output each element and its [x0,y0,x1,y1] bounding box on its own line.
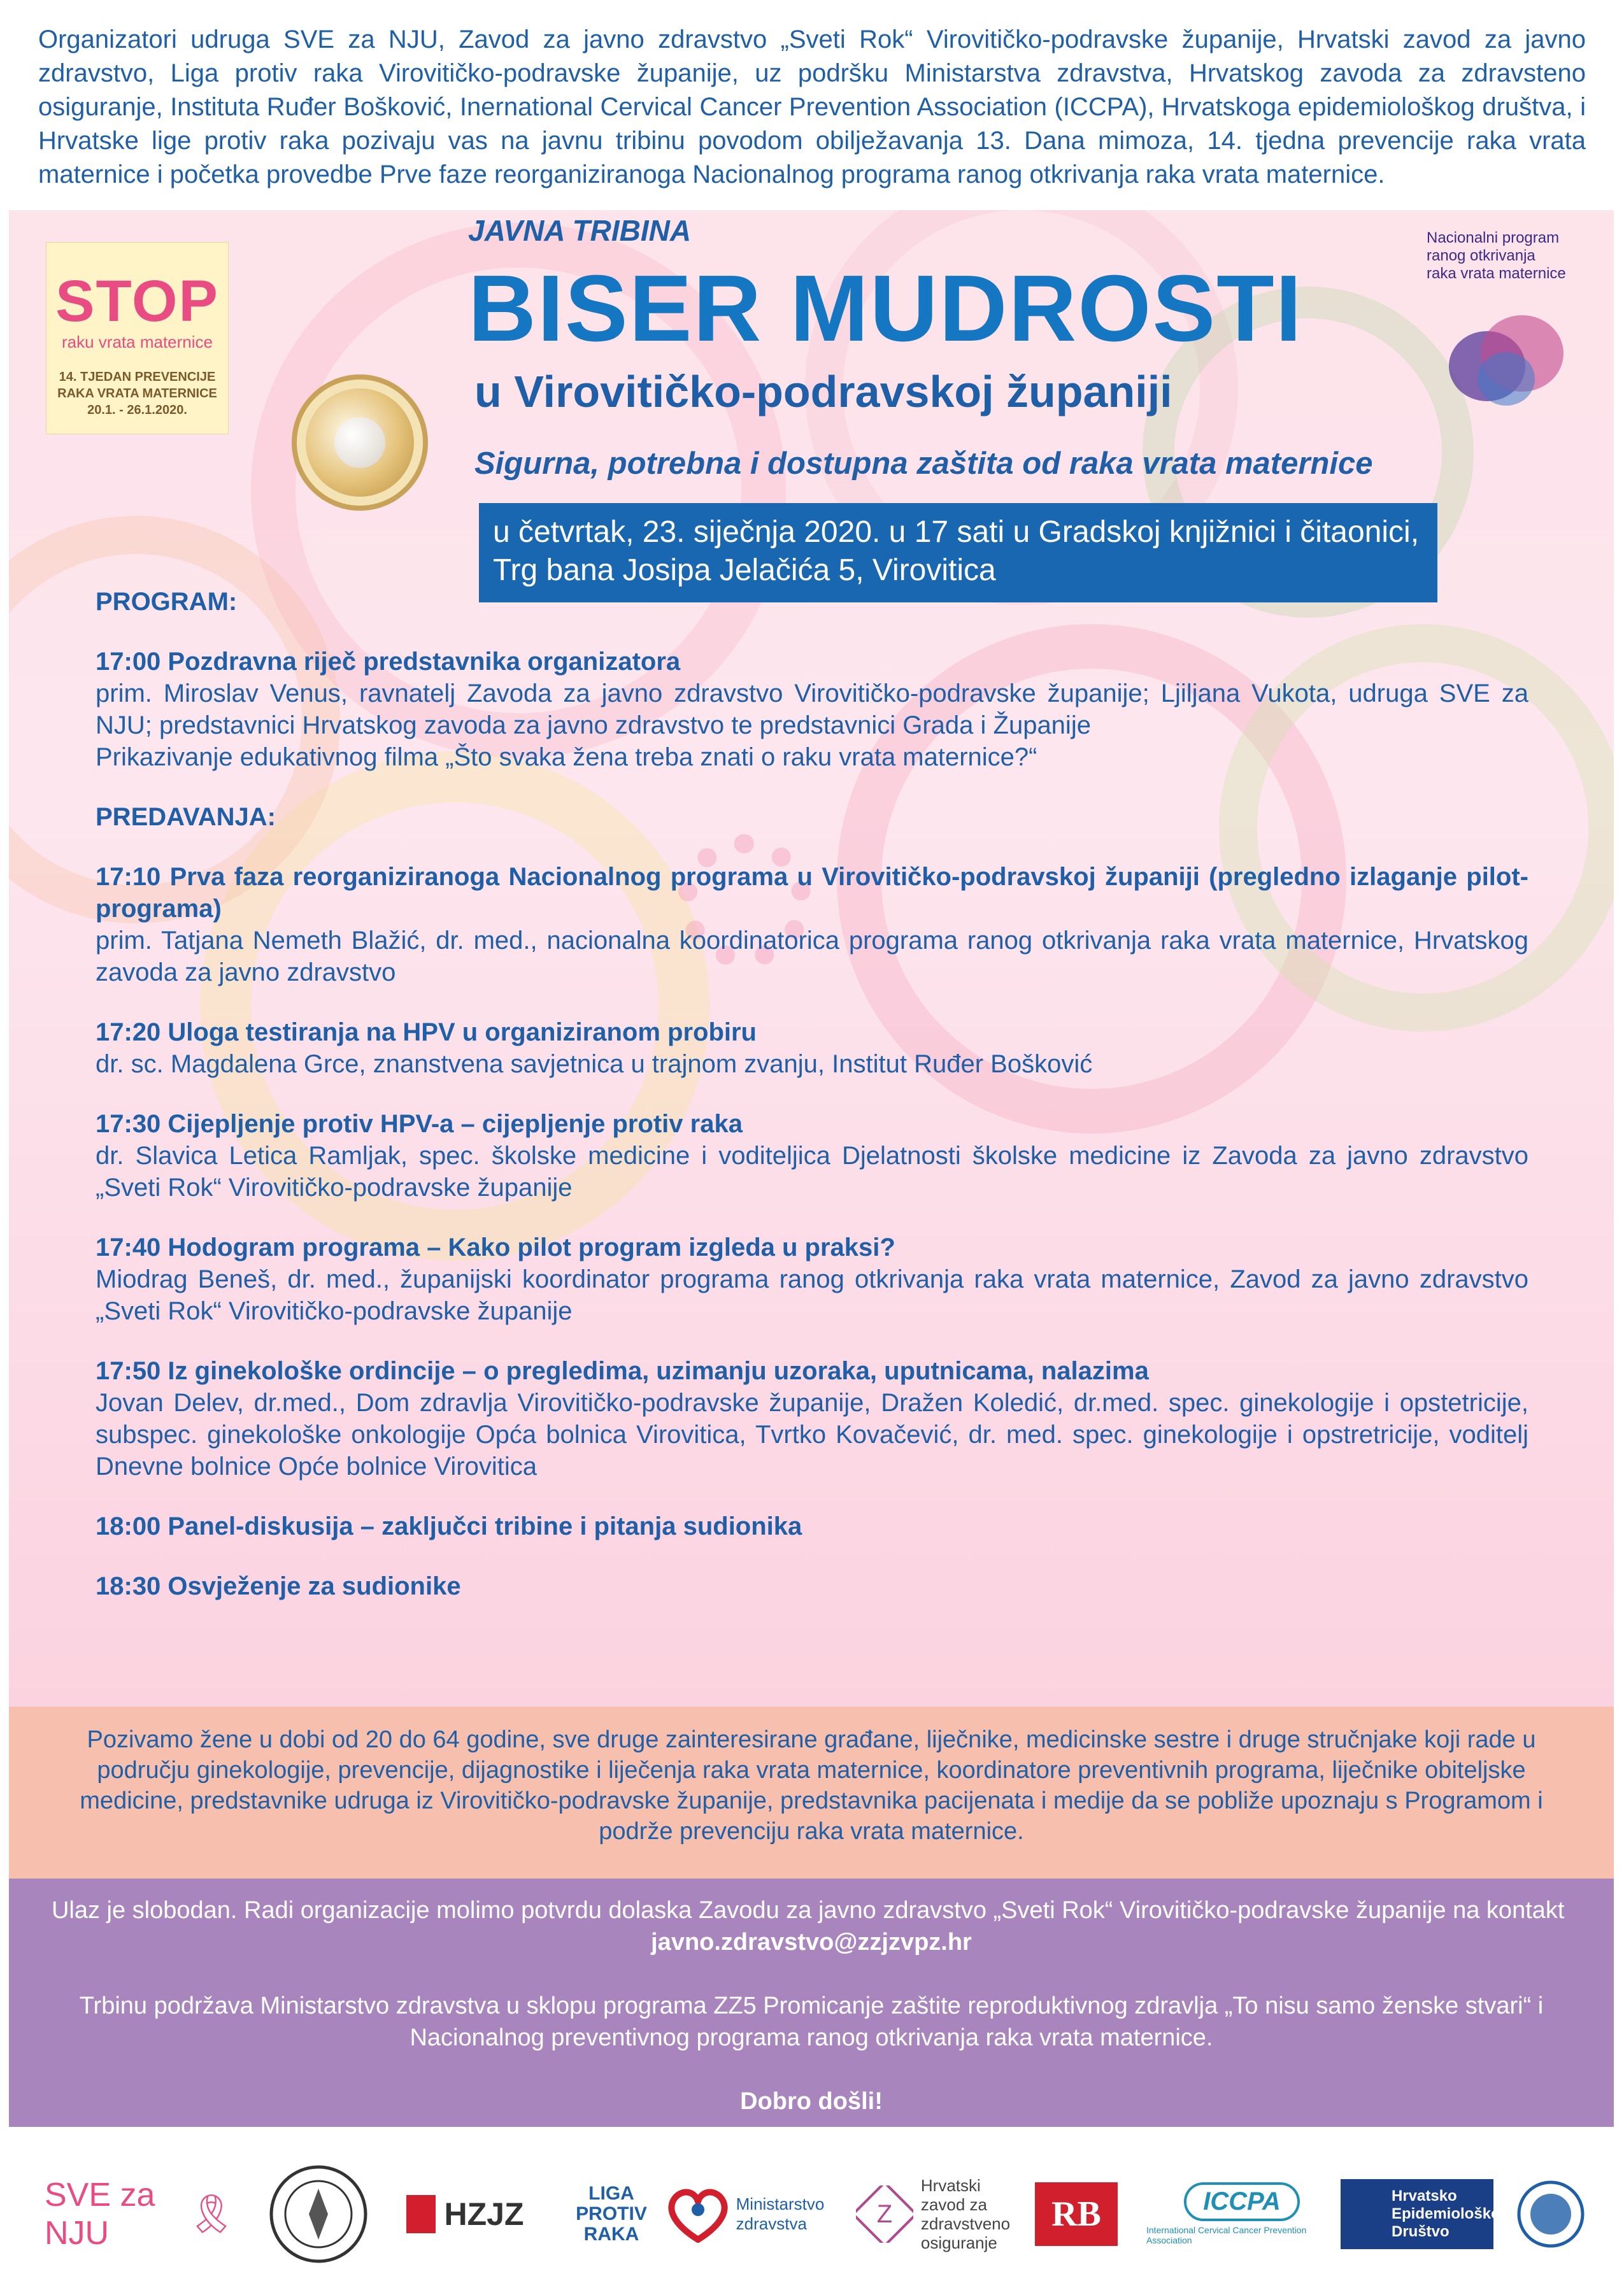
national-program-logo-text: Nacionalni program ranog otkrivanja raka vrata maternice [1427,229,1566,282]
program-item-title: 17:30 Cijepljenje protiv HPV-a – cijepljenje protiv raka [96,1110,743,1138]
zzjz-sveti-rok-seal-logo [255,2140,382,2288]
irb-logo: RB [1029,2140,1124,2288]
hzjz-logo: HZJZ [388,2140,541,2288]
program-film-text: Prikazivanje edukativnog filma „Što svaka žena treba znati o raku vrata maternice?“ [96,743,1037,771]
support-text: Trbinu podržava Ministarstvo zdravstva u sklopu programa ZZ5 Promicanje zaštite reproduktivnog zdravlja „To nisu samo ženske stvari“ i Nacionalnog preventivnog programa ranog otkrivanja raka vrata maternice. [79,1993,1544,2051]
entry-text: Ulaz je slobodan. Radi organizacije molimo potvrdu dolaska Zavodu za javno zdravstvo „Sveti Rok“ Virovitičko-podravske županije na kontakt javno.zdravstvo@zzjzvpz.hr [51,1897,1565,1956]
program-item [96,861,1528,988]
program-label: PROGRAM: [96,588,238,616]
event-kicker: JAVNA TRIBINA [468,214,692,247]
program-item-title: 17:10 Prva faza reorganiziranoga Nacionalnog programa u Virovitičko-podravskoj županiji (pregledno izlaganje pilot-programa) [96,863,1528,923]
program-item-text: Miodrag Beneš, dr. med., županijski koordinator programa ranog otkrivanja raka vrata maternice, Zavod za javno zdravstvo „Sveti Rok“ Virovitičko-podravske županije [96,1265,1528,1325]
svg-text:Z: Z [876,2199,893,2228]
program-item-text: Jovan Delev, dr.med., Dom zdravlja Virovitičko-podravske županije, Dražen Koledić, dr.med. spec. ginekologije i opstetricije, subspec. ginekološke onkologije Opća bolnica Virovitica, Tvrtko Kovačević, dr. med. spec. ginekologije i opstretricije, voditelj Dnevne bolnice Opće bolnice Virovitica [96,1389,1528,1481]
liga-protiv-raka-logo: LIGA PROTIV RAKA [576,2182,647,2245]
program-item [96,1355,1528,1482]
pearl-brooch-image [306,388,414,497]
program-item-title: 17:50 Iz ginekološke ordincije – o pregledima, uzimanju uzoraka, uputnicama, nalazima [96,1357,1149,1385]
stop-subtitle: raku vrata maternice [62,332,213,352]
stop-campaign-badge [46,242,229,434]
event-date: u četvrtak, 23. siječnja 2020. u 17 sati u Gradskoj knjižnici i čitaonici, [493,515,1420,549]
invitation-band [9,1707,1614,1879]
event-subtitle: u Virovitičko-podravskoj županiji [474,367,1172,416]
hrvatska-liga-seal-logo [1503,2140,1599,2288]
welcome-text: Dobro došli! [740,2088,883,2115]
intro-paragraph: Organizatori udruga SVE za NJU, Zavod za javno zdravstvo „Sveti Rok“ Virovitičko-podravske županije, Hrvatski zavod za javno zdravstvo, Liga protiv raka Virovitičko-podravske županije, uz podršku Ministarstva zdravstva, Hrvatskog zavoda za zdravsteno osiguranje, Instituta Ruđer Bošković, Inernational Cervical Cancer Prevention Association (ICCPA), Hrvatskoga epidemiološkog društva, i Hrvatske lige protiv raka pozivaju vas na javnu tribinu povodom obilježavanja 13. Dana mimoza, 14. tjedna prevencije raka vrata maternice i početka provedbe Prve faze reorganiziranoga Nacionalnog programa ranog otkrivanja raka vrata maternice. [38,25,1586,188]
national-program-logo-icon [1442,306,1570,414]
iccpa-logo: ICCPA International Cervical Cancer Prevention Association [1146,2140,1337,2288]
program-opening [96,646,1528,773]
program-item [96,1570,1528,1602]
partner-logos-row [0,2140,1624,2288]
lectures-label: PREDAVANJA: [96,803,276,831]
program-item-title: 17:40 Hodogram programa – Kako pilot program izgleda u praksi? [96,1233,895,1261]
stop-week-text: 14. TJEDAN PREVENCIJE RAKA VRATA MATERNICE 20.1. - 26.1.2020. [57,370,217,417]
event-location: Trg bana Josipa Jelačića 5, Virovitica [493,553,996,587]
footer-band [9,1879,1614,2127]
sve-za-nju-logo: SVE za NJU 🎗︎ [45,2176,236,2252]
program-item-title: 17:00 Pozdravna riječ predstavnika organizatora [96,648,681,676]
program-item-text: dr. sc. Magdalena Grce, znanstvena savjetnica u trajnom zvanju, Institut Ruđer Bošković [96,1050,1093,1078]
program-item [96,1016,1528,1080]
event-title: BISER MUDROSTI [468,256,1303,361]
hzzo-logo: Z Hrvatski zavod za zdravstveno osiguranje [828,2140,1038,2288]
event-tagline: Sigurna, potrebna i dostupna zaštita od raka vrata maternice [474,446,1373,481]
ministarstvo-zdravstva-logo: Ministarstvo zdravstva [650,2140,841,2288]
contact-email-link[interactable]: javno.zdravstvo@zzjzvpz.hr [651,1929,972,1956]
program-item-text: prim. Tatjana Nemeth Blažić, dr. med., nacionalna koordinatorica programa ranog otkrivanja raka vrata maternice, Hrvatskog zavoda za javno zdravstvo [96,927,1528,986]
stop-word: STOP [55,269,219,334]
program-section [96,586,1528,1602]
program-item-title: 18:00 Panel-diskusija – zaključci tribine i pitanja sudionika [96,1512,802,1540]
program-item-title: 18:30 Osvježenje za sudionike [96,1572,461,1600]
program-item [96,1108,1528,1204]
program-item-title: 17:20 Uloga testiranja na HPV u organiziranom probiru [96,1018,757,1046]
invitation-text: Pozivamo žene u dobi od 20 do 64 godine, sve druge zainteresirane građane, liječnike, medicinske sestre i druge stručnjake koji rade u području ginekologije, prevencije, dijagnostike i liječenja raka vrata maternice, koordinatore preventivnih programa, liječnike obiteljske medicine, predstavnike udruga iz Virovitičko-podravske županije, predstavnika pacijenata i medije da se pobliže upoznaju s Programom i podrže prevenciju raka vrata maternice. [80,1726,1543,1845]
program-item [96,1510,1528,1542]
program-item-text: prim. Miroslav Venus, ravnatelj Zavoda za javno zdravstvo Virovitičko-podravske županije; Ljiljana Vukota, udruga SVE za NJU; predstavnici Hrvatskog zavoda za javno zdravstvo te predstavnici Grada i Županije [96,679,1528,739]
program-item [96,1232,1528,1327]
program-item-text: dr. Slavica Letica Ramljak, spec. školske medicine i voditeljica Djelatnosti školske medicine iz Zavoda za javno zdravstvo „Sveti Rok“ Virovitičko-podravske županije [96,1142,1528,1202]
hed-logo: Hrvatsko Epidemiološko Društvo [1334,2140,1500,2288]
